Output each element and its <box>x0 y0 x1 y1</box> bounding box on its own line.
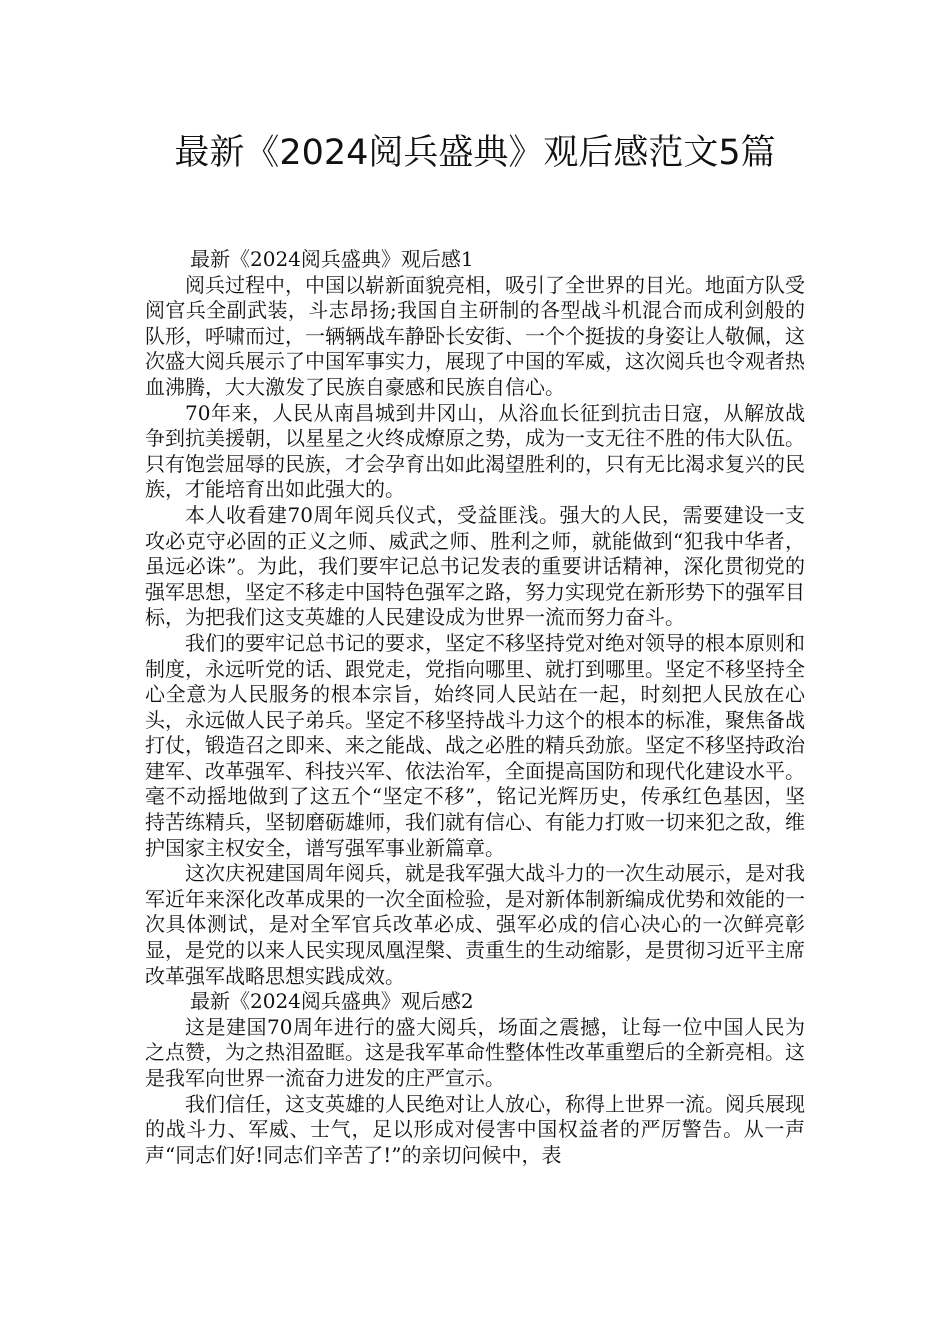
section-heading-2: 最新《2024阅兵盛典》观后感2 <box>190 989 474 1014</box>
paragraph: 阅兵过程中，中国以崭新面貌亮相，吸引了全世界的目光。地面方队受阅官兵全副武装，斗志昂扬;我国自主研制的各型战斗机混合而成利剑般的队形，呼啸而过，一辆辆战车静卧长安街、一个个挺拔的身姿让人敬佩，这次盛大阅兵展示了中国军事实力，展现了中国的军威，这次阅兵也令观者热血沸腾，大大激发了民族自豪感和民族自信心。 <box>145 272 805 399</box>
section-heading-1: 最新《2024阅兵盛典》观后感1 <box>190 247 474 271</box>
paragraph: 这次庆祝建国周年阅兵，就是我军强大战斗力的一次生动展示，是对我军近年来深化改革成果的一次全面检验，是对新体制新编成优势和效能的一次具体测试，是对全军官兵改革必成、强军必成的信心决心的一次鲜亮彰显，是党的以来人民实现凤凰涅槃、责重生的生动缩影，是贯彻习近平主席改革强军战略思想实践成效。 <box>145 861 805 988</box>
document-body <box>145 247 805 1168</box>
document-title: 最新《2024阅兵盛典》观后感范文5篇 <box>174 133 776 173</box>
paragraph: 我们的要牢记总书记的要求，坚定不移坚持党对绝对领导的根本原则和制度，永远听党的话、跟党走，党指向哪里、就打到哪里。坚定不移坚持全心全意为人民服务的根本宗旨，始终同人民站在一起，时刻把人民放在心头，永远做人民子弟兵。坚定不移坚持战斗力这个的根本的标准，聚焦备战打仗，锻造召之即来、来之能战、战之必胜的精兵劲旅。坚定不移坚持政治建军、改革强军、科技兴军、依法治军，全面提高国防和现代化建设水平。毫不动摇地做到了这五个“坚定不移”，铭记光辉历史，传承红色基因，坚持苦练精兵，坚韧磨砺雄师，我们就有信心、有能力打败一切来犯之敌，维护国家主权安全，谱写强军事业新篇章。 <box>145 630 805 860</box>
paragraph: 这是建国70周年进行的盛大阅兵，场面之震撼，让每一位中国人民为之点赞，为之热泪盈眶。这是我军革命性整体性改革重塑后的全新亮相。这是我军向世界一流奋力进发的庄严宣示。 <box>145 1014 805 1090</box>
paragraph: 70年来，人民从南昌城到井冈山，从浴血长征到抗击日寇，从解放战争到抗美援朝，以星星之火终成燎原之势，成为一支无往不胜的伟大队伍。只有饱尝屈辱的民族，才会孕育出如此渴望胜利的，只有无比渴求复兴的民族，才能培育出如此强大的。 <box>145 400 805 502</box>
paragraph: 我们信任，这支英雄的人民绝对让人放心，称得上世界一流。阅兵展现的战斗力、军威、士气，足以形成对侵害中国权益者的严厉警告。从一声声“同志们好!同志们辛苦了!”的亲切问候中，表 <box>145 1091 805 1167</box>
paragraph: 本人收看建70周年阅兵仪式，受益匪浅。强大的人民，需要建设一支攻必克守必固的正义之师、威武之师、胜利之师，就能做到“犯我中华者，虽远必诛”。为此，我们要牢记总书记发表的重要讲话精神，深化贯彻党的强军思想，坚定不移走中国特色强军之路，努力实现党在新形势下的强军目标，为把我们这支英雄的人民建设成为世界一流而努力奋斗。 <box>145 502 805 630</box>
